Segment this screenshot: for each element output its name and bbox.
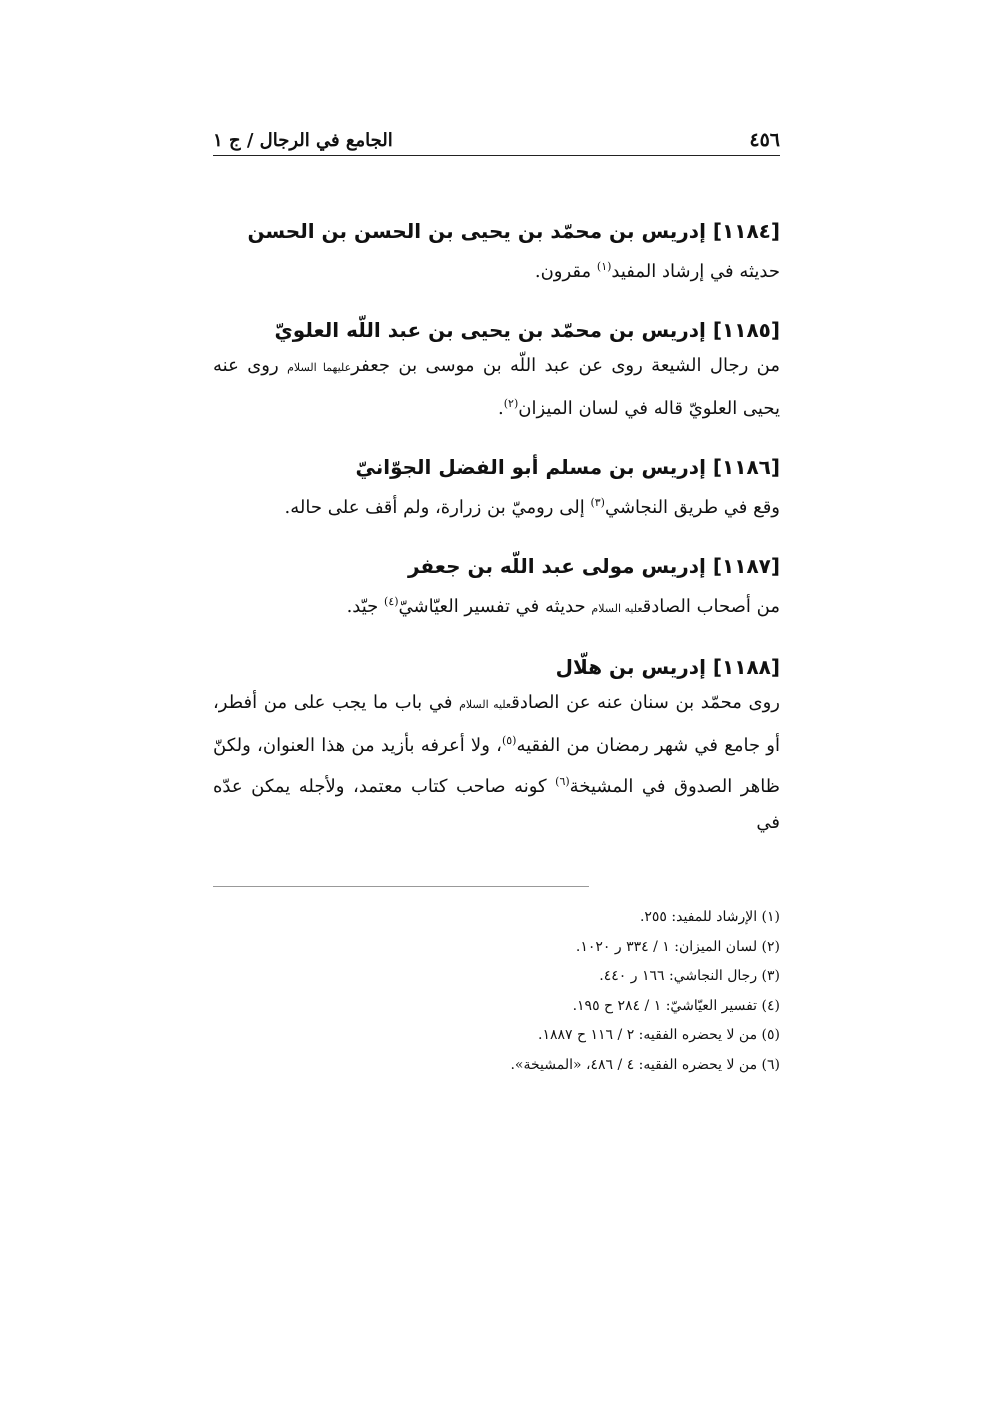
text-segment: مقرون. (534, 261, 597, 282)
entry-number: [١١٨٨] (712, 655, 780, 679)
footnote: (٣) رجال النجاشي: ١٦٦ ر ٤٤٠. (599, 968, 780, 984)
entry-title (213, 312, 780, 348)
text-segment: في باب ما يجب على من أفطر، أو جامع في شهر رمضان من الفقيه (213, 692, 780, 756)
entry-text (213, 249, 780, 290)
footnote-reference: (٣) (590, 496, 605, 509)
entry-title (213, 548, 780, 584)
text-segment: جيّد. (346, 596, 385, 617)
entry (213, 548, 780, 627)
entry (213, 649, 780, 841)
entry-title (213, 649, 780, 685)
honorific-glyph: عليه السلام (591, 602, 643, 615)
entry-number: [١١٨٤] (712, 219, 780, 243)
honorific-glyph: عليه السلام (459, 698, 512, 711)
text-segment: ، ولا أعرفه بأزيد من هذا العنوان، ولكنّ ظاهر الصدوق في المشيخة (213, 735, 781, 797)
text-segment: روى محمّد بن سنان عنه عن الصادق (511, 692, 781, 713)
footnote-reference: (١) (596, 260, 612, 273)
footnote-reference: (٦) (555, 775, 570, 788)
footnote-reference: (٤) (384, 595, 399, 608)
entries-list (213, 213, 780, 863)
footnote: (١) الإرشاد للمفيد: ٢٥٥. (639, 909, 780, 925)
text-segment: من رجال الشيعة روى عن عبد اللّه بن موسى بن جعفر (351, 355, 780, 376)
text-segment: من أصحاب الصادق (642, 596, 780, 617)
footnotes-list (213, 903, 780, 1080)
entry-name: إدريس مولى عبد اللّه بن جعفر (407, 554, 713, 578)
entry (213, 312, 780, 427)
entry-number: [١١٨٥] (712, 318, 780, 342)
entry-title (213, 213, 780, 249)
footnote: (٦) من لا يحضره الفقيه: ٤ / ٤٨٦، «المشيخة». (510, 1056, 780, 1073)
text-segment: حديثه في تفسير العيّاشيّ (398, 596, 592, 617)
entry-number: [١١٨٧] (712, 554, 780, 578)
footnote: (٤) تفسير العيّاشيّ: ١ / ٢٨٤ ح ١٩٥. (572, 997, 780, 1014)
entry-text (213, 685, 780, 841)
page-header (213, 122, 780, 156)
footnote: (٥) من لا يحضره الفقيه: ٢ / ١١٦ ح ١٨٨٧. (538, 1027, 780, 1043)
entry (213, 449, 780, 526)
page-number: ٤٥٦ (749, 129, 780, 151)
entry (213, 213, 780, 290)
entry-title (213, 449, 780, 485)
text-segment: . (498, 398, 504, 419)
entry-name: إدريس بن محمّد بن يحيى بن الحسن بن الحسن (247, 219, 713, 243)
book-page (213, 0, 780, 1403)
footnote-reference: (٥) (501, 734, 517, 747)
entry-name: إدريس بن مسلم أبو الفضل الجوّانيّ (355, 455, 713, 479)
honorific-glyph: عليهما السلام (287, 361, 352, 374)
entry-text (213, 485, 780, 526)
footnote-divider (213, 886, 589, 887)
text-segment: حديثه في إرشاد المفيد (611, 261, 780, 282)
entry-name: إدريس بن محمّد بن يحيى بن عبد اللّه العلويّ (274, 318, 713, 342)
entry-text (213, 584, 780, 627)
text-segment: إلى روميّ بن زرارة، ولم أقف على حاله. (284, 497, 591, 518)
running-title: الجامع في الرجال / ج ١ (213, 130, 393, 151)
footnote: (٢) لسان الميزان: ١ / ٣٣٤ ر ١٠٢٠. (575, 938, 780, 955)
text-segment: وقع في طريق النجاشي (604, 497, 780, 518)
text-segment: روى عنه يحيى العلويّ قاله في لسان الميزان (213, 355, 780, 419)
text-segment: كونه صاحب كتاب معتمد، ولأجله يمكن عدّه في (213, 776, 780, 833)
entry-text (213, 348, 780, 427)
entry-number: [١١٨٦] (712, 455, 780, 479)
entry-name: إدريس بن هلّال (555, 655, 713, 679)
footnote-reference: (٢) (503, 397, 519, 410)
